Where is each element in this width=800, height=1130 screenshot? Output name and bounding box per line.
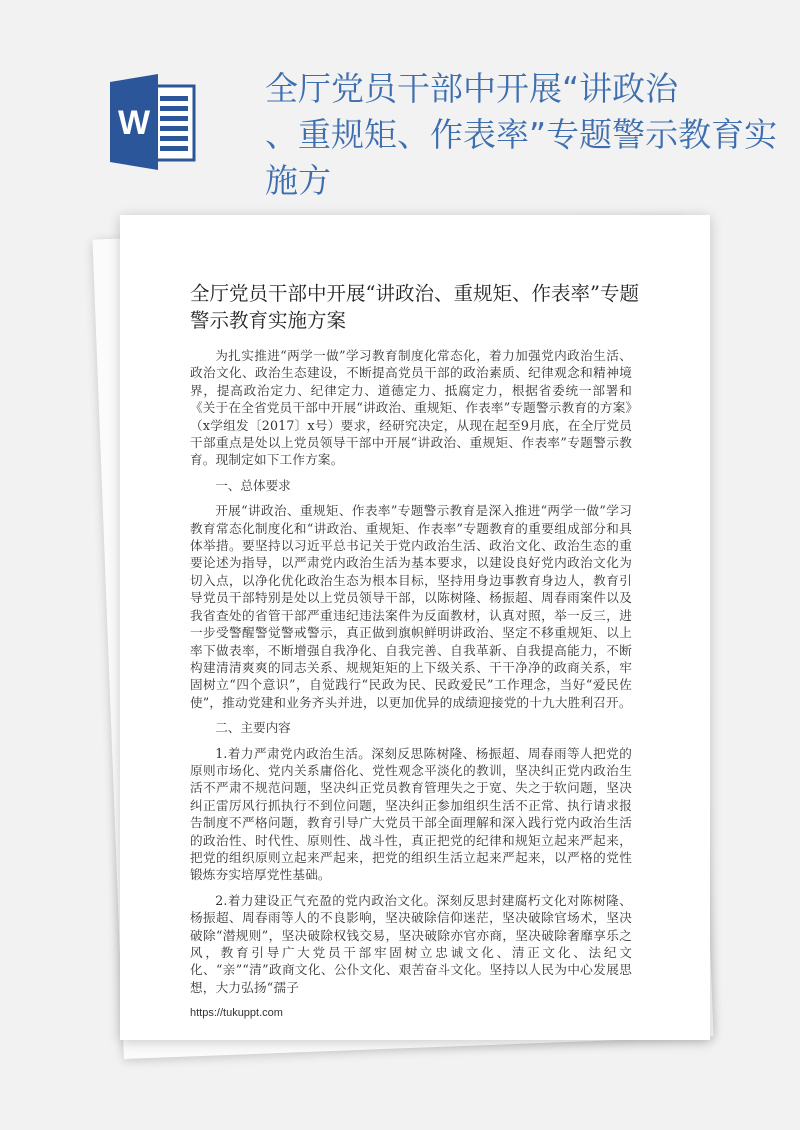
section-heading: 二、主要内容	[215, 720, 291, 736]
header-title-line-2: 、重规矩、作表率”专题警示教育实施方	[265, 115, 778, 200]
body-paragraph: 2.着力建设正气充盈的党内政治文化。深刻反思封建腐朽文化对陈树隆、杨振超、周春雨等人的不良影响，坚决破除信仰迷茫，坚决破除官场术，坚决破除“潜规则”，坚决破除权钱交易，坚决破除亦官亦商，坚决破除奢靡享乐之风，教育引导广大党员干部牢固树立忠诚文化、清正文化、法纪文化、“亲”“清”政商文化、公仆文化、艰苦奋斗文化。坚持以人民为中心发展思想，大力弘扬“孺子	[190, 892, 632, 995]
word-icon-letter: W	[117, 104, 151, 142]
document-title: 全厅党员干部中开展“讲政治、重规矩、作表率”专题警示教育实施方案	[190, 282, 639, 332]
header-title	[265, 66, 795, 204]
body-paragraph: 开展“讲政治、重规矩、作表率”专题警示教育是深入推进“两学一做”学习教育常态化制度化和“讲政治、重规矩、作表率”专题教育的重要组成部分和具体举措。要坚持以习近平总书记关于党内政治生活、政治文化、政治生态的重要论述为指导，以严肃党内政治生活为基本要求，以建设良好党内政治文化为切入点，以净化优化政治生态为根本目标，坚持用身边事教育身边人，教育引导党员干部特别是处以上党员领导干部，以陈树隆、杨振超、周春雨案件以及我省查处的省管干部严重违纪违法案件为反面教材，认真对照，举一反三，进一步受警醒警觉警戒警示，真正做到旗帜鲜明讲政治、坚定不移重规矩、以上率下做表率，不断增强自我净化、自我完善、自我革新、自我提高能力，不断构建清清爽爽的同志关系、规规矩矩的上下级关系、干干净净的政商关系，牢固树立“四个意识”，自觉践行“民政为民、民政爱民”工作理念，当好“爱民佐使”，推动党建和业务齐头并进，以更加优异的成绩迎接党的十九大胜利召开。	[190, 503, 632, 710]
document-page	[120, 215, 710, 1040]
word-icon	[110, 72, 196, 172]
body-paragraph: 1.着力严肃党内政治生活。深刻反思陈树隆、杨振超、周春雨等人把党的原则市场化、党内关系庸俗化、党性观念平淡化的教训，坚决纠正党内政治生活不严肃不规范问题，坚决纠正党员教育管理失之于宽、失之于软问题，坚决纠正雷厉风行抓执行不到位问题，坚决纠正参加组织生活不正常、执行请求报告制度不严格问题，教育引导广大党员干部全面理解和深入践行党内政治生活的政治性、时代性、原则性、战斗性，真正把党的纪律和规矩立起来严起来，把党的组织原则立起来严起来，把党的组织生活立起来严起来，以严格的党性锻炼夯实培厚党性基础。	[190, 745, 632, 883]
header-title-line-1: 全厅党员干部中开展“讲政治	[265, 69, 679, 108]
section-heading: 一、总体要求	[215, 477, 291, 493]
footer-url: https://tukuppt.com	[190, 1007, 283, 1020]
document-body	[190, 347, 632, 996]
body-paragraph: 为扎实推进“两学一做”学习教育制度化常态化，着力加强党内政治生活、政治文化、政治生态建设，不断提高党员干部的政治素质、纪律观念和精神境界，提高政治定力、纪律定力、道德定力、抵腐定力，根据省委统一部署和《关于在全省党员干部中开展“讲政治、重规矩、作表率”专题警示教育的方案》（x学组发〔2017〕x号）要求，经研究决定，从现在起至9月底，在全厅党员干部重点是处以上党员领导干部中开展“讲政治、重规矩、作表率”专题警示教育。现制定如下工作方案。	[190, 348, 632, 468]
